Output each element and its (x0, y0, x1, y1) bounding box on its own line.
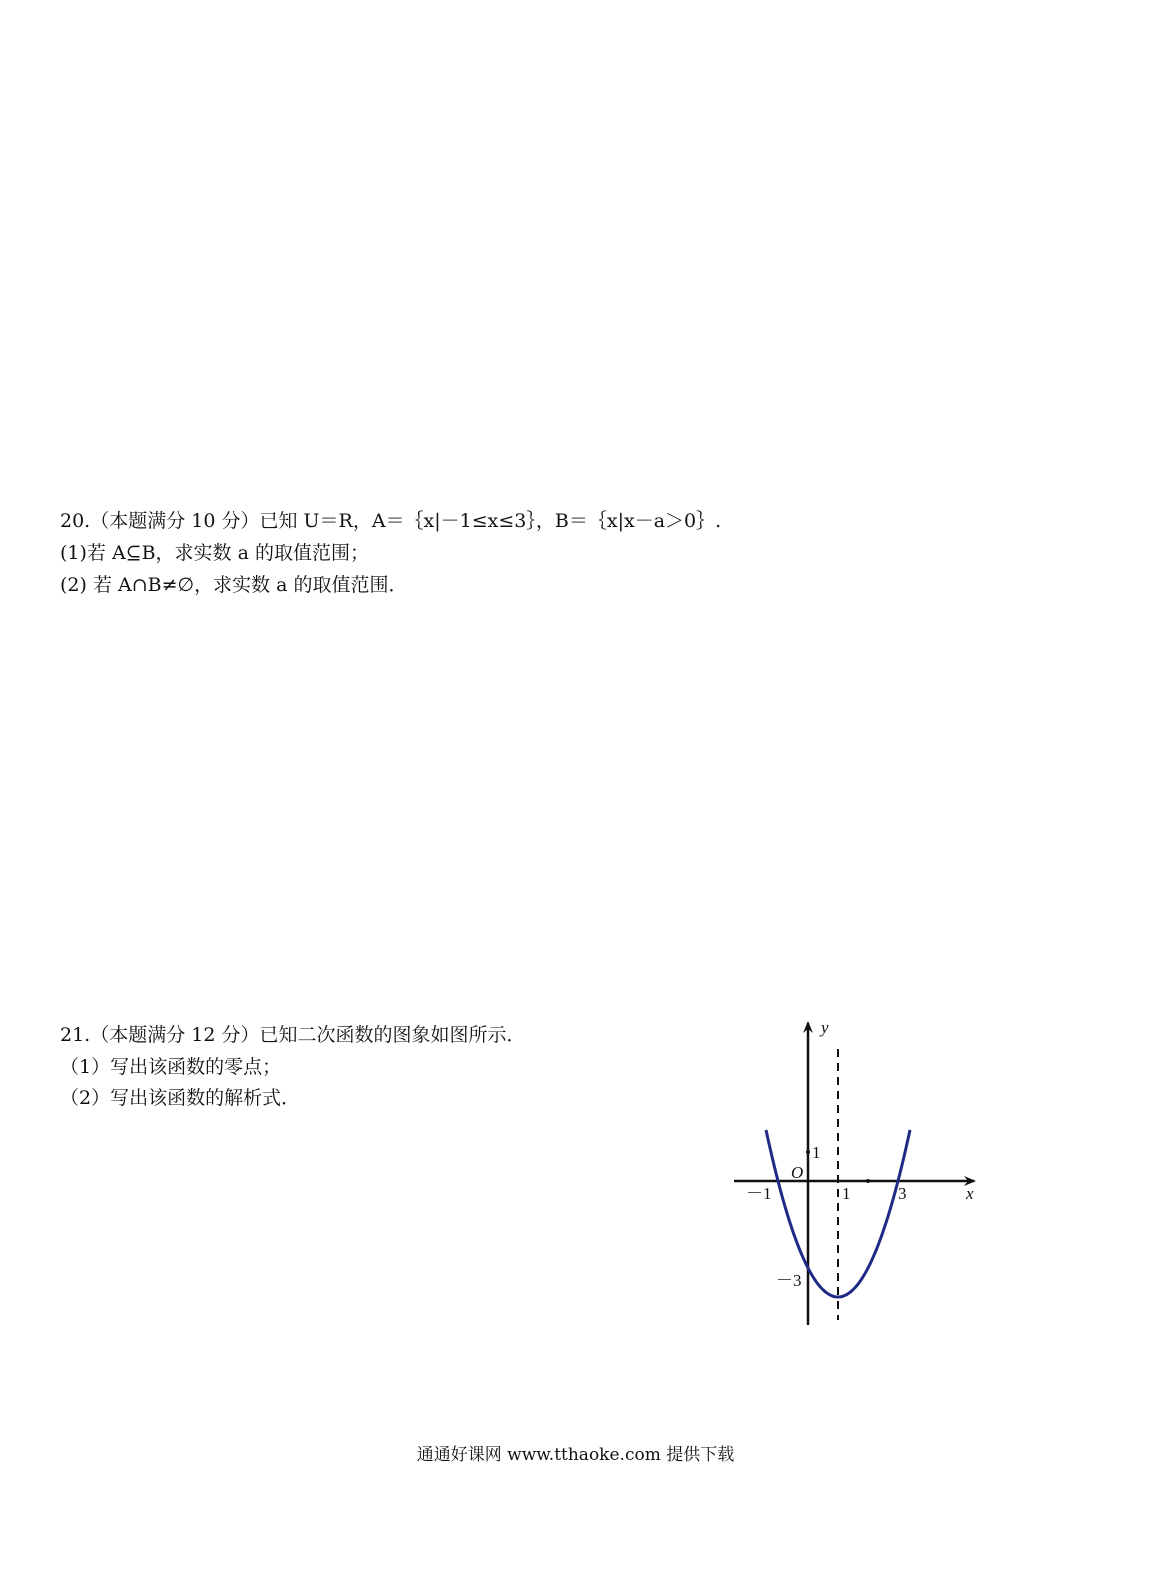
tick-label-x-3: 3 (898, 1184, 907, 1203)
point-y-1 (806, 1150, 810, 1154)
q21-part1: （1）写出该函数的零点； (60, 1056, 282, 1078)
q20-header: 20.（本题满分 10 分）已知 U＝R，A＝｛x|－1≤x≤3｝，B＝｛x|x－a＞0｝. (60, 510, 722, 532)
tick-label-x-neg1: －1 (746, 1184, 772, 1203)
q20-part1: (1)若 A⊆B，求实数 a 的取值范围； (60, 542, 369, 564)
q21-part2: （2）写出该函数的解析式． (60, 1087, 301, 1109)
point-x-2 (866, 1179, 870, 1183)
parabola-graph (720, 1015, 1000, 1335)
tick-label-y-1: 1 (812, 1143, 821, 1162)
x-axis-label: x (966, 1184, 974, 1203)
page-footer: 通通好课网 www.tthaoke.com 提供下载 (416, 1445, 735, 1465)
tick-label-y-neg3: －3 (776, 1271, 802, 1290)
y-axis-label: y (821, 1018, 829, 1037)
origin-label: O (791, 1163, 804, 1182)
q21-header: 21.（本题满分 12 分）已知二次函数的图象如图所示． (60, 1024, 526, 1046)
tick-label-x-1: 1 (842, 1184, 851, 1203)
q20-part2: (2) 若 A∩B≠∅，求实数 a 的取值范围． (60, 574, 408, 596)
